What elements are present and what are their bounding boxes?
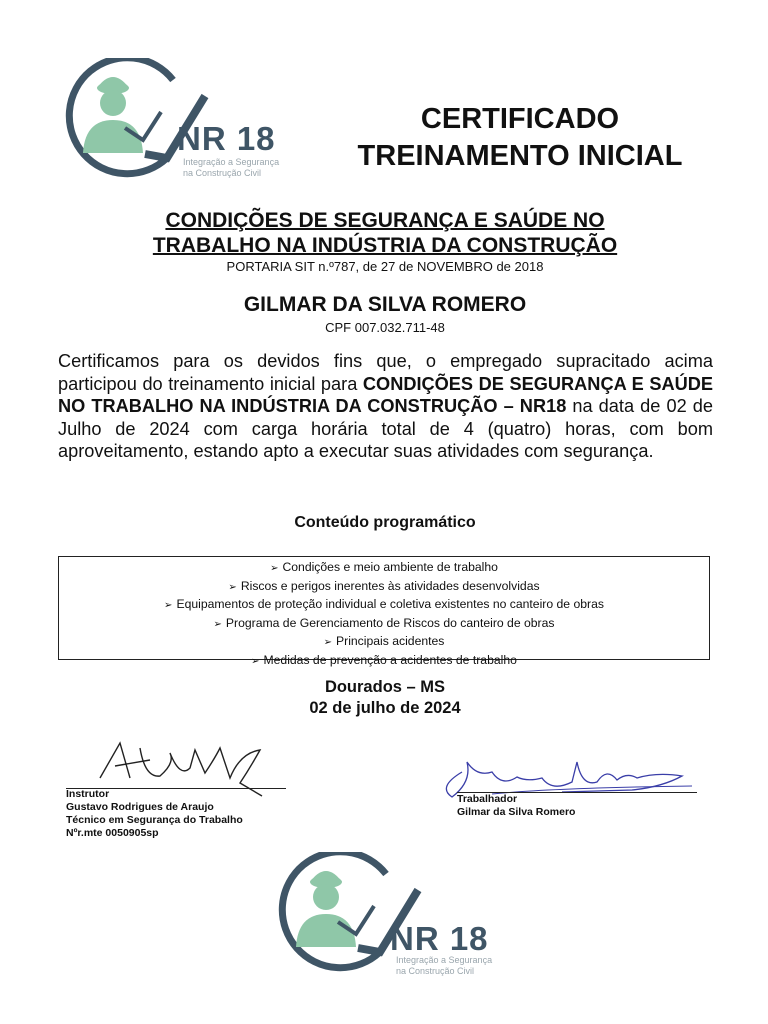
instructor-name: Gustavo Rodrigues de Araujo <box>66 801 214 813</box>
logo-tagline-2: na Construção Civil <box>396 966 475 976</box>
arrow-icon: ➢ <box>213 618 222 630</box>
issue-date: 02 de julho de 2024 <box>309 699 461 717</box>
instructor-registration: Nºr.mte 0050905sp <box>66 827 159 839</box>
content-item: ➢ Programa de Gerenciamento de Riscos do canteiro de obras <box>213 615 555 630</box>
arrow-icon: ➢ <box>323 637 332 649</box>
certificate-title: CERTIFICADO <box>420 103 620 135</box>
arrow-icon: ➢ <box>251 655 260 667</box>
nr18-logo-bottom <box>268 852 518 982</box>
logo-mark: NR 18 <box>390 920 489 957</box>
arrow-icon: ➢ <box>228 581 237 593</box>
worker-role: Trabalhador <box>457 793 518 805</box>
worker-block <box>457 793 575 819</box>
certificate-subtitle: TREINAMENTO INICIAL <box>357 140 683 172</box>
logo-tagline-1: Integração a Segurança <box>183 157 280 167</box>
instructor-role: Instrutor <box>66 788 110 800</box>
content-item: ➢ Condições e meio ambiente de trabalho <box>270 560 498 574</box>
statement-part-2: na data de 02 de Julho de 2024 com carga horária total de 4 (quatro) horas, com bom aproveitamento, estando apto a executar suas atividades com segurança. <box>58 396 713 461</box>
worker-name: Gilmar da Silva Romero <box>457 806 576 818</box>
statement-part-1: Certificamos para os devidos fins que, o empregado supracitado acima participou do treinamento inicial para <box>58 351 713 394</box>
content-item: ➢ Medidas de prevenção a acidentes de trabalho <box>251 652 517 667</box>
logo-tagline-1: Integração a Segurança <box>396 955 493 965</box>
content-item: ➢ Equipamentos de proteção individual e coletiva existentes no canteiro de obras <box>164 597 604 612</box>
logo-tagline-2: na Construção Civil <box>183 168 262 178</box>
content-title: Conteúdo programático <box>294 514 476 531</box>
trainee-cpf: CPF 007.032.711-48 <box>325 320 445 335</box>
subject-line-1: CONDIÇÕES DE SEGURANÇA E SAÚDE NO <box>165 209 605 232</box>
nr18-logo-top <box>55 58 305 188</box>
subject-line-2: TRABALHO NA INDÚSTRIA DA CONSTRUÇÃO <box>152 234 618 257</box>
certification-statement <box>58 350 713 463</box>
statement-bold: CONDIÇÕES DE SEGURANÇA E SAÚDE NO TRABALHO NA INDÚSTRIA DA CONSTRUÇÃO – NR18 <box>58 373 713 416</box>
instructor-title: Técnico em Segurança do Trabalho <box>66 814 243 826</box>
portaria-reference: PORTARIA SIT n.º787, de 27 de NOVEMBRO de 2018 <box>226 259 544 274</box>
issue-city: Dourados – MS <box>324 678 446 696</box>
arrow-icon: ➢ <box>164 600 173 612</box>
content-item: ➢ Principais acidentes <box>323 634 445 649</box>
arrow-icon: ➢ <box>270 563 279 574</box>
instructor-block <box>66 788 243 840</box>
content-list <box>58 556 710 667</box>
content-item: ➢ Riscos e perigos inerentes às atividades desenvolvidas <box>228 578 540 593</box>
logo-mark: NR 18 <box>177 120 276 157</box>
trainee-name: GILMAR DA SILVA ROMERO <box>243 293 527 316</box>
